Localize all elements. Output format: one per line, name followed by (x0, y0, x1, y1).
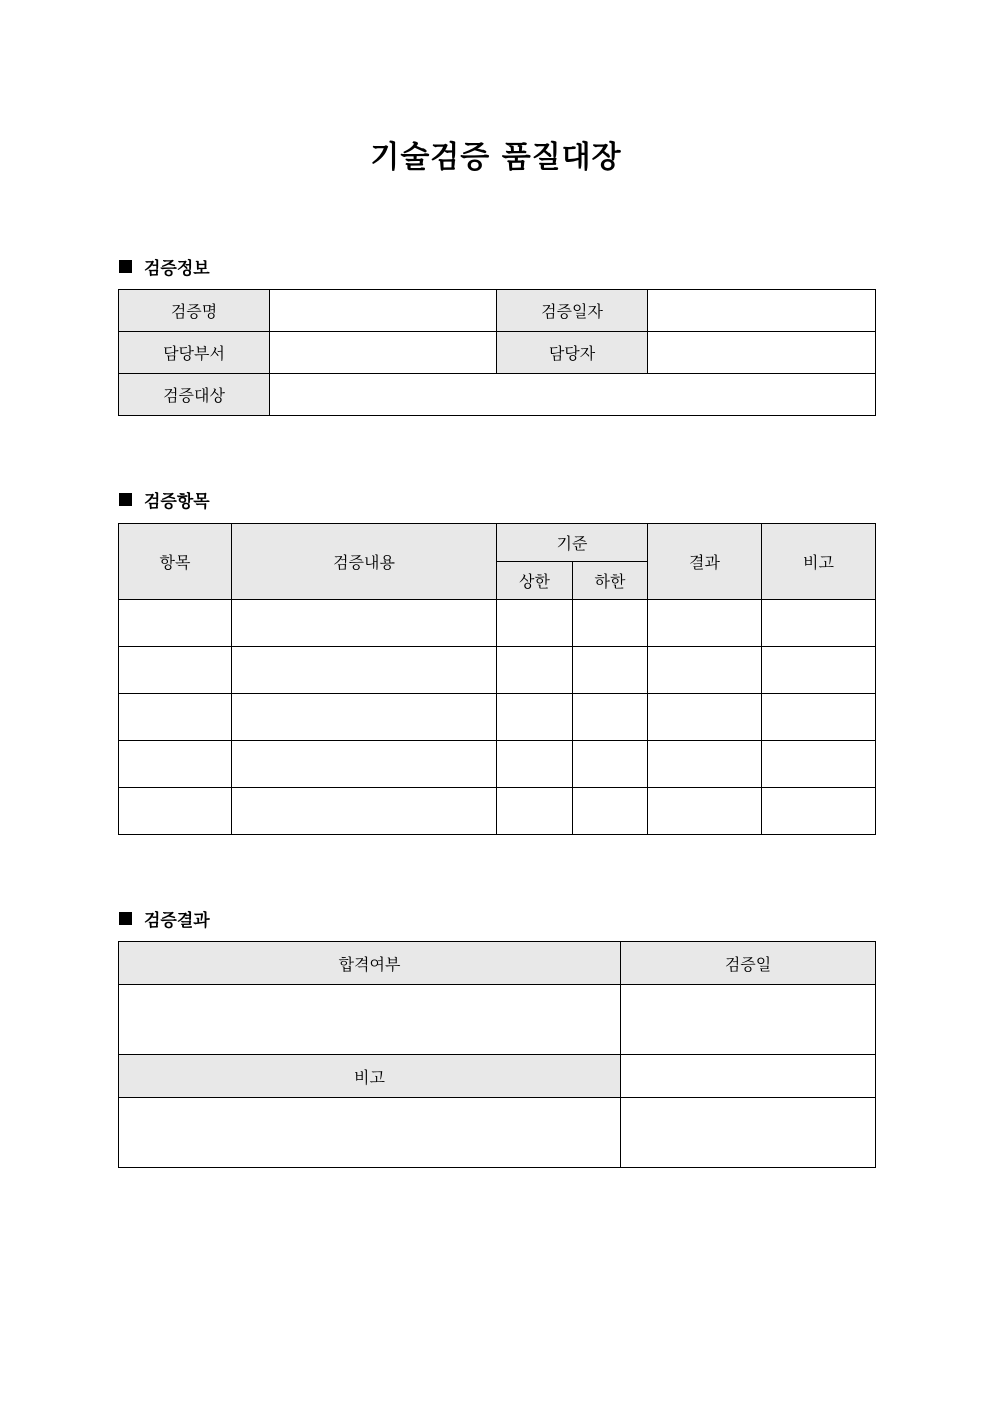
cell-content[interactable] (232, 694, 497, 741)
cell-upper[interactable] (497, 647, 573, 694)
field-verify-date[interactable] (621, 985, 876, 1055)
cell-content[interactable] (232, 741, 497, 788)
header-result-remark: 비고 (119, 1055, 621, 1098)
info-section-heading (119, 254, 210, 279)
cell-remark[interactable] (762, 741, 876, 788)
table-row (119, 647, 876, 694)
square-bullet-icon (119, 260, 132, 273)
table-row (119, 788, 876, 835)
cell-item[interactable] (119, 694, 232, 741)
field-dept[interactable] (270, 332, 497, 374)
result-section-heading (119, 906, 210, 931)
items-section-heading (119, 487, 210, 512)
field-date[interactable] (648, 290, 876, 332)
cell-item[interactable] (119, 788, 232, 835)
header-criteria: 기준 (497, 524, 648, 562)
result-table (118, 941, 876, 1168)
field-name[interactable] (270, 290, 497, 332)
cell-item[interactable] (119, 741, 232, 788)
cell-lower[interactable] (573, 694, 648, 741)
table-row (119, 694, 876, 741)
cell-result[interactable] (648, 741, 762, 788)
square-bullet-icon (119, 912, 132, 925)
items-section-heading-text: 검증항목 (144, 492, 210, 512)
document-title: 기술검증 품질대장 (370, 140, 622, 175)
cell-upper[interactable] (497, 694, 573, 741)
field-person[interactable] (648, 332, 876, 374)
header-content: 검증내용 (232, 524, 497, 600)
header-item: 항목 (119, 524, 232, 600)
header-verify-date: 검증일 (621, 942, 876, 985)
cell-item[interactable] (119, 600, 232, 647)
header-result: 결과 (648, 524, 762, 600)
label-person: 담당자 (497, 332, 648, 374)
cell-content[interactable] (232, 788, 497, 835)
cell-upper[interactable] (497, 600, 573, 647)
cell-lower[interactable] (573, 741, 648, 788)
cell-remark[interactable] (762, 600, 876, 647)
result-section-heading-text: 검증결과 (144, 911, 210, 931)
cell-content[interactable] (232, 647, 497, 694)
field-remark-side[interactable] (621, 1055, 876, 1098)
label-name: 검증명 (119, 290, 270, 332)
header-remark: 비고 (762, 524, 876, 600)
cell-remark[interactable] (762, 694, 876, 741)
square-bullet-icon (119, 493, 132, 506)
label-target: 검증대상 (119, 374, 270, 416)
cell-lower[interactable] (573, 647, 648, 694)
field-remark-extra[interactable] (621, 1098, 876, 1168)
label-date: 검증일자 (497, 290, 648, 332)
cell-remark[interactable] (762, 788, 876, 835)
items-table (118, 523, 876, 835)
info-table (118, 289, 876, 416)
cell-remark[interactable] (762, 647, 876, 694)
header-pass: 합격여부 (119, 942, 621, 985)
cell-upper[interactable] (497, 788, 573, 835)
header-upper: 상한 (497, 562, 573, 600)
table-row (119, 600, 876, 647)
info-section-heading-text: 검증정보 (144, 259, 210, 279)
cell-upper[interactable] (497, 741, 573, 788)
cell-result[interactable] (648, 647, 762, 694)
cell-result[interactable] (648, 600, 762, 647)
cell-item[interactable] (119, 647, 232, 694)
field-result-remark[interactable] (119, 1098, 621, 1168)
cell-content[interactable] (232, 600, 497, 647)
cell-lower[interactable] (573, 788, 648, 835)
cell-result[interactable] (648, 788, 762, 835)
cell-lower[interactable] (573, 600, 648, 647)
field-target[interactable] (270, 374, 876, 416)
table-row (119, 741, 876, 788)
header-lower: 하한 (573, 562, 648, 600)
label-dept: 담당부서 (119, 332, 270, 374)
field-pass[interactable] (119, 985, 621, 1055)
cell-result[interactable] (648, 694, 762, 741)
